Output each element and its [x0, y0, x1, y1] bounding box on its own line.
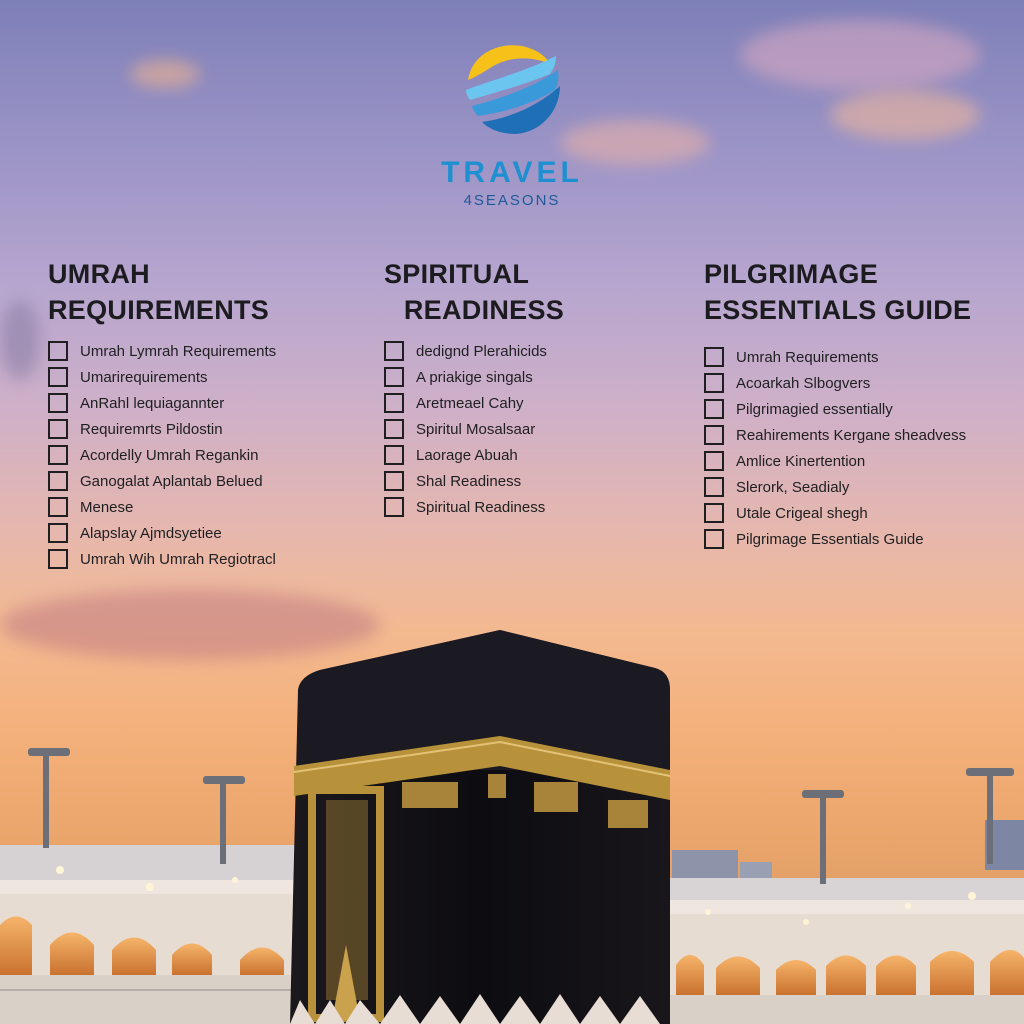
checklist-item[interactable] — [48, 390, 348, 416]
checklist-item[interactable] — [48, 468, 348, 494]
checkbox[interactable] — [704, 529, 724, 549]
checklist-item[interactable] — [704, 500, 1014, 526]
title-line: SPIRITUAL — [384, 259, 530, 289]
checklist-item[interactable] — [384, 468, 684, 494]
checkbox[interactable] — [384, 497, 404, 517]
checkbox[interactable] — [384, 341, 404, 361]
checkbox[interactable] — [384, 393, 404, 413]
column-title — [704, 256, 1014, 328]
checkbox[interactable] — [704, 477, 724, 497]
brand-logo — [412, 40, 612, 209]
checklist-label: Slerork, Seadialy — [736, 478, 850, 496]
light-poles — [28, 748, 1014, 884]
cloud — [740, 20, 980, 90]
checklist-spiritual-readiness — [384, 256, 684, 520]
checklist-label: Spiritual Readiness — [416, 498, 546, 516]
brand-tagline: 4SEASONS — [463, 192, 561, 209]
checkbox[interactable] — [384, 471, 404, 491]
checkbox[interactable] — [48, 341, 68, 361]
checkbox[interactable] — [704, 451, 724, 471]
checkbox[interactable] — [48, 393, 68, 413]
checklist-label: Acordelly Umrah Regankin — [80, 446, 259, 464]
cloud — [0, 300, 40, 380]
title-line: READINESS — [403, 295, 565, 325]
checkbox[interactable] — [48, 497, 68, 517]
distant-buildings — [672, 820, 1024, 882]
checkbox[interactable] — [384, 445, 404, 465]
mosque-left — [0, 845, 300, 1024]
checklist-label: AnRahl lequiagannter — [80, 394, 225, 412]
title-line: UMRAH — [48, 259, 150, 289]
checklist-item[interactable] — [48, 364, 348, 390]
checklist-item[interactable] — [48, 416, 348, 442]
checklist-label: Requiremrts Pildostin — [80, 420, 223, 438]
checklist-label: Umarirequirements — [80, 368, 208, 386]
checklist-item[interactable] — [704, 526, 1014, 552]
checklist-label: Ganogalat Aplantab Belued — [80, 472, 263, 490]
cloud — [830, 90, 980, 140]
checklist-label: Amlice Kinertention — [736, 452, 866, 470]
checkbox[interactable] — [704, 399, 724, 419]
checklist-item[interactable] — [48, 546, 348, 572]
mosque-right — [668, 878, 1024, 1024]
ceiling-lights — [56, 866, 976, 925]
checklist-item[interactable] — [384, 494, 684, 520]
checklist-item[interactable] — [384, 442, 684, 468]
checklist-item[interactable] — [384, 338, 684, 364]
checkbox[interactable] — [48, 367, 68, 387]
checklist-label: Menese — [80, 498, 134, 516]
checklist-item[interactable] — [384, 390, 684, 416]
checkbox[interactable] — [704, 425, 724, 445]
checklist-label: Shal Readiness — [416, 472, 522, 490]
checklist-item[interactable] — [704, 474, 1014, 500]
checkbox[interactable] — [704, 347, 724, 367]
checkbox[interactable] — [384, 419, 404, 439]
title-line: ESSENTIALS GUIDE — [704, 295, 972, 325]
checklist-item[interactable] — [704, 422, 1014, 448]
checklist-item[interactable] — [704, 396, 1014, 422]
checklist-item[interactable] — [704, 344, 1014, 370]
checklist-label: Aretmeael Cahy — [416, 394, 524, 412]
checklist-item[interactable] — [48, 442, 348, 468]
cloud — [0, 590, 380, 660]
checkbox[interactable] — [384, 367, 404, 387]
cloud — [130, 60, 200, 88]
checklist-item[interactable] — [384, 416, 684, 442]
checklist-item[interactable] — [48, 494, 348, 520]
checklist-item[interactable] — [704, 448, 1014, 474]
checklist-label: Spiritul Mosalsaar — [416, 420, 536, 438]
checklist-item[interactable] — [384, 364, 684, 390]
checkbox[interactable] — [48, 549, 68, 569]
checklist-label: Reahirements Kergane sheadvess — [736, 426, 967, 444]
title-line: PILGRIMAGE — [704, 259, 879, 289]
title-line: REQUIREMENTS — [48, 295, 270, 325]
checklist-label: Alapslay Ajmdsyetiee — [80, 524, 222, 542]
checklist-label: Utale Crigeal shegh — [736, 504, 868, 522]
logo-globe-icon — [462, 40, 562, 136]
checklist-label: Umrah Lymrah Requirements — [80, 342, 277, 360]
column-title — [48, 256, 348, 328]
column-title — [384, 256, 584, 328]
checkbox[interactable] — [48, 471, 68, 491]
checkbox[interactable] — [48, 419, 68, 439]
checklist-pilgrimage-essentials — [704, 256, 1014, 552]
checklist-item[interactable] — [48, 520, 348, 546]
checklist-label: Pilgrimagied essentially — [736, 400, 893, 418]
checklist-item[interactable] — [48, 338, 348, 364]
checklist-label: Pilgrimage Essentials Guide — [736, 530, 924, 548]
checklist-label: A priakige singals — [416, 368, 533, 386]
checklist-label: Umrah Requirements — [736, 348, 879, 366]
checkbox[interactable] — [704, 503, 724, 523]
checklist-label: Acoarkah Slbogvers — [736, 374, 871, 392]
kaaba — [290, 630, 670, 1024]
checklist-umrah-requirements — [48, 256, 348, 572]
checklist-label: Laorage Abuah — [416, 446, 518, 464]
checklist-label: dedignd Plerahicids — [416, 342, 547, 360]
checkbox[interactable] — [48, 445, 68, 465]
checkbox[interactable] — [48, 523, 68, 543]
checklist-item[interactable] — [704, 370, 1014, 396]
checkbox[interactable] — [704, 373, 724, 393]
checklist-label: Umrah Wih Umrah Regiotracl — [80, 550, 276, 568]
brand-name: TRAVEL — [441, 156, 583, 189]
